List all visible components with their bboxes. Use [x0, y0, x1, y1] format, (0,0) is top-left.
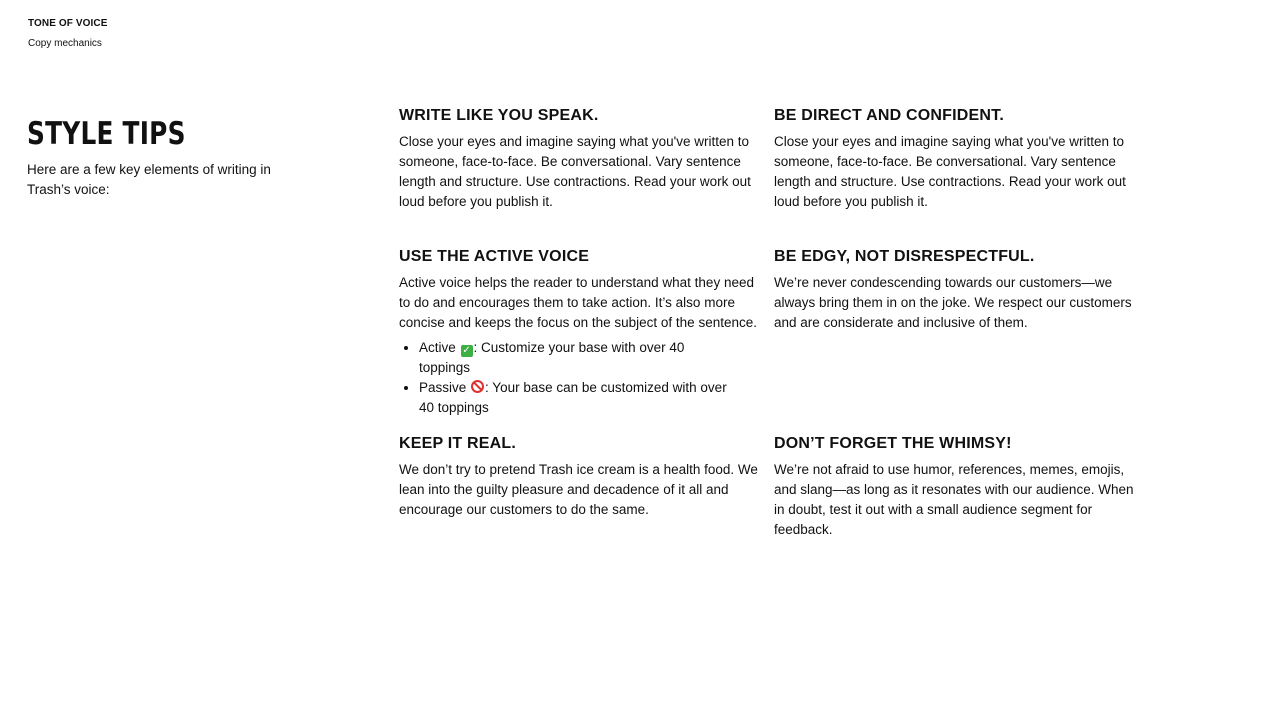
tip-title: DON’T FORGET THE WHIMSY! — [774, 435, 1012, 452]
example-label: Active — [419, 340, 456, 355]
tip-write-like-you-speak — [399, 106, 761, 212]
tip-title: BE DIRECT AND CONFIDENT. — [774, 107, 1004, 124]
page-title: STYLE TIPS — [27, 116, 186, 152]
tip-title: KEEP IT REAL. — [399, 435, 516, 452]
check-mark-icon: ✓ — [462, 345, 471, 356]
prohibited-icon — [471, 380, 484, 393]
page-header — [28, 17, 107, 50]
tip-title: BE EDGY, NOT DISRESPECTFUL. — [774, 248, 1035, 265]
tip-be-direct — [774, 106, 1136, 212]
tip-body: Active voice helps the reader to understand what they need to do and encourages them to take action. It’s also more concise and keeps the focus on the subject of the sentence. — [399, 275, 757, 330]
section-kicker: TONE OF VOICE — [28, 18, 108, 29]
tip-keep-it-real — [399, 434, 761, 520]
tip-active-voice — [399, 247, 761, 418]
tip-body: We’re never condescending towards our customers—we always bring them in on the joke. We respect our customers and are considerate and inclusive of them. — [774, 275, 1132, 330]
tip-whimsy — [774, 434, 1136, 540]
list-item — [419, 378, 739, 418]
section-subtitle: Copy mechanics — [28, 38, 102, 49]
tip-body: Close your eyes and imagine saying what you've written to someone, face-to-face. Be conversational. Vary sentence length and structure. Use contractions. Read your work out loud before you publish it. — [399, 134, 751, 209]
tip-body: We don’t try to pretend Trash ice cream is a health food. We lean into the guilty pleasure and decadence of it all and encourage our customers to do the same. — [399, 462, 758, 517]
tip-title: WRITE LIKE YOU SPEAK. — [399, 107, 599, 124]
tip-be-edgy — [774, 247, 1136, 333]
example-list — [399, 338, 739, 418]
intro-block — [27, 114, 277, 200]
example-text: : Customize your base with over 40 toppings — [419, 340, 685, 375]
list-item — [419, 338, 739, 378]
example-label: Passive — [419, 380, 467, 395]
tip-body: We’re not afraid to use humor, references, memes, emojis, and slang—as long as it resonates with our audience. When in doubt, test it out with a small audience segment for feedback. — [774, 462, 1134, 537]
example-text: : Your base can be customized with over 40 toppings — [419, 380, 727, 415]
intro-description: Here are a few key elements of writing in Trash’s voice: — [27, 162, 271, 197]
tip-body: Close your eyes and imagine saying what you've written to someone, face-to-face. Be conversational. Vary sentence length and structure. Use contractions. Read your work out loud before you publish it. — [774, 134, 1126, 209]
tip-title: USE THE ACTIVE VOICE — [399, 248, 590, 265]
